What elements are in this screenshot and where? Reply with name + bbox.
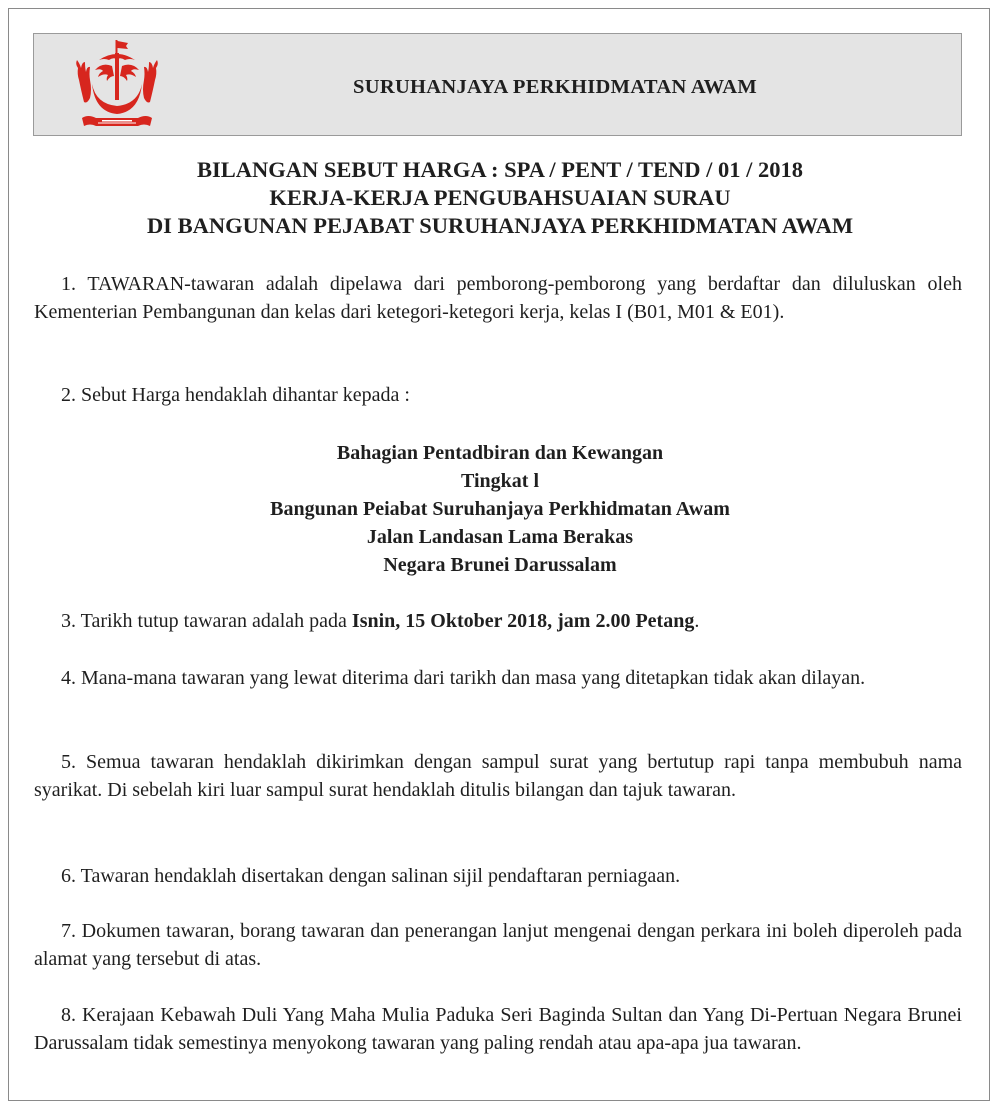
agency-name: SURUHANJAYA PERKHIDMATAN AWAM [353, 76, 757, 98]
address-line-country: Negara Brunei Darussalam [383, 554, 617, 576]
address-line-building: Bangunan Peiabat Suruhanjaya Perkhidmatan Awam [270, 498, 730, 520]
address-line-floor: Tingkat l [461, 470, 539, 492]
closing-date-prefix: 3. Tarikh tutup tawaran adalah pada [61, 610, 352, 632]
paragraph-7: 7. Dokumen tawaran, borang tawaran dan penerangan lanjut mengenai dengan perkara ini boleh diperoleh pada alamat yang tersebut di atas. [34, 920, 962, 970]
address-line-street: Jalan Landasan Lama Berakas [366, 526, 634, 548]
closing-date-suffix: . [694, 610, 700, 632]
address-line-division: Bahagian Pentadbiran dan Kewangan [336, 442, 664, 464]
paragraph-1: 1. TAWARAN-tawaran adalah dipelawa dari pemborong-pemborong yang berdaftar dan diluluskan oleh Kementerian Pembangunan dan kelas dari ketegori-ketegori kerja, kelas I (B01, M01 & E01). [34, 273, 962, 323]
paragraph-4: 4. Mana-mana tawaran yang lewat diterima dari tarikh dan masa yang ditetapkan tidak akan dilayan. [61, 667, 866, 689]
paragraph-8: 8. Kerajaan Kebawah Duli Yang Maha Mulia Paduka Seri Baginda Sultan dan Yang Di-Pertuan Negara Brunei Darussalam tidak semestinya menyokong tawaran yang paling rendah atau apa-apa jua tawaran. [34, 1004, 962, 1054]
paragraph-3 [34, 607, 962, 635]
title-line-project: KERJA-KERJA PENGUBAHSUAIAN SURAU [269, 185, 731, 210]
submission-address [40, 439, 960, 579]
closing-date: Isnin, 15 Oktober 2018, jam 2.00 Petang [351, 610, 695, 632]
title-line-location: DI BANGUNAN PEJABAT SURUHANJAYA PERKHIDMATAN AWAM [146, 213, 854, 238]
notice-title [40, 156, 960, 240]
brunei-crest-icon [68, 38, 166, 130]
paragraph-5: 5. Semua tawaran hendaklah dikirimkan dengan sampul surat yang bertutup rapi tanpa membubuh nama syarikat. Di sebelah kiri luar sampul surat hendaklah ditulis bilangan dan tajuk tawaran. [34, 751, 962, 801]
paragraph-6: 6. Tawaran hendaklah disertakan dengan salinan sijil pendaftaran perniagaan. [61, 865, 681, 887]
paragraph-2: 2. Sebut Harga hendaklah dihantar kepada : [61, 384, 410, 406]
title-line-reference: BILANGAN SEBUT HARGA : SPA / PENT / TEND / 01 / 2018 [197, 157, 803, 182]
